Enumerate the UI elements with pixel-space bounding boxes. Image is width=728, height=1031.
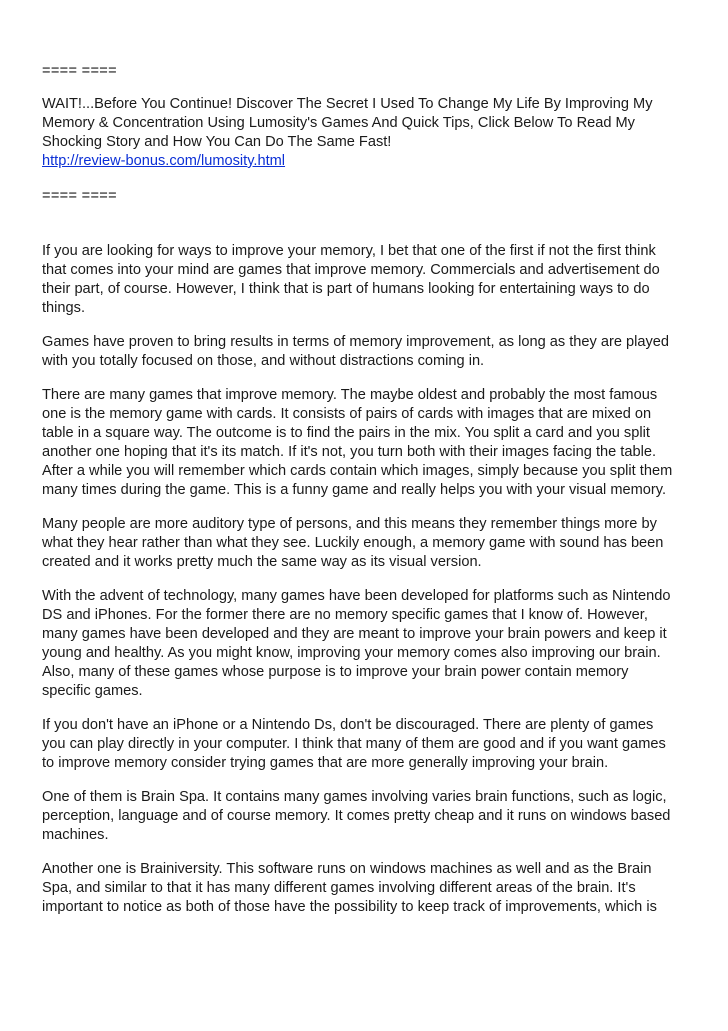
paragraph-6: If you don't have an iPhone or a Nintendo Ds, don't be discouraged. There are plenty of games you can play directly in your computer. I think that many of them are good and if you want games to improve memory consider trying games that are more generally improving your brain. (42, 717, 666, 771)
paragraph-7: One of them is Brain Spa. It contains many games involving varies brain functions, such as logic, perception, language and of course memory. It comes pretty cheap and it runs on windows based machines. (42, 789, 671, 843)
separator-bottom: ==== ==== (42, 188, 117, 204)
separator-top: ==== ==== (42, 63, 117, 79)
paragraph-2: Games have proven to bring results in terms of memory improvement, as long as they are played with you totally focused on those, and without distractions coming in. (42, 334, 670, 369)
promo-text: WAIT!...Before You Continue! Discover The Secret I Used To Change My Life By Improving My Memory & Concentration Using Lumosity's Games And Quick Tips, Click Below To Read My Shocking Story and How You Can Do The Same Fast! (42, 96, 653, 150)
paragraph-3: There are many games that improve memory. The maybe oldest and probably the most famous one is the memory game with cards. It consists of pairs of cards with images that are mixed on table in a square way. The outcome is to find the pairs in the mix. You split a card and you split another one hoping that it's its match. If it's not, you turn both with their images facing the table. After a while you will remember which cards contain which images, simply because you split them many times during the game. This is a funny game and really helps you with your visual memory. (42, 387, 673, 498)
document-page (42, 62, 688, 932)
paragraph-1: If you are looking for ways to improve your memory, I bet that one of the first if not the first think that comes into your mind are games that improve memory. Commercials and advertisement do their part, of course. However, I think that is part of humans looking for entertaining ways to do things. (42, 243, 660, 316)
promo-link[interactable]: http://review-bonus.com/lumosity.html (42, 153, 286, 169)
paragraph-5: With the advent of technology, many games have been developed for platforms such as Nintendo DS and iPhones. For the former there are no memory specific games that I know of. However, many games have been developed and they are meant to improve your brain powers and keep it young and healthy. As you might know, improving your memory comes also improving our brain. Also, many of these games whose purpose is to improve your brain power contain memory specific games. (42, 588, 671, 699)
paragraph-4: Many people are more auditory type of persons, and this means they remember things more by what they hear rather than what they see. Luckily enough, a memory game with sound has been created and it works pretty much the same way as its visual version. (42, 516, 664, 570)
paragraph-8: Another one is Brainiversity. This software runs on windows machines as well and as the Brain Spa, and similar to that it has many different games involving different areas of the brain. It's important to notice as both of those have the possibility to keep track of improvements, which is (42, 861, 657, 915)
